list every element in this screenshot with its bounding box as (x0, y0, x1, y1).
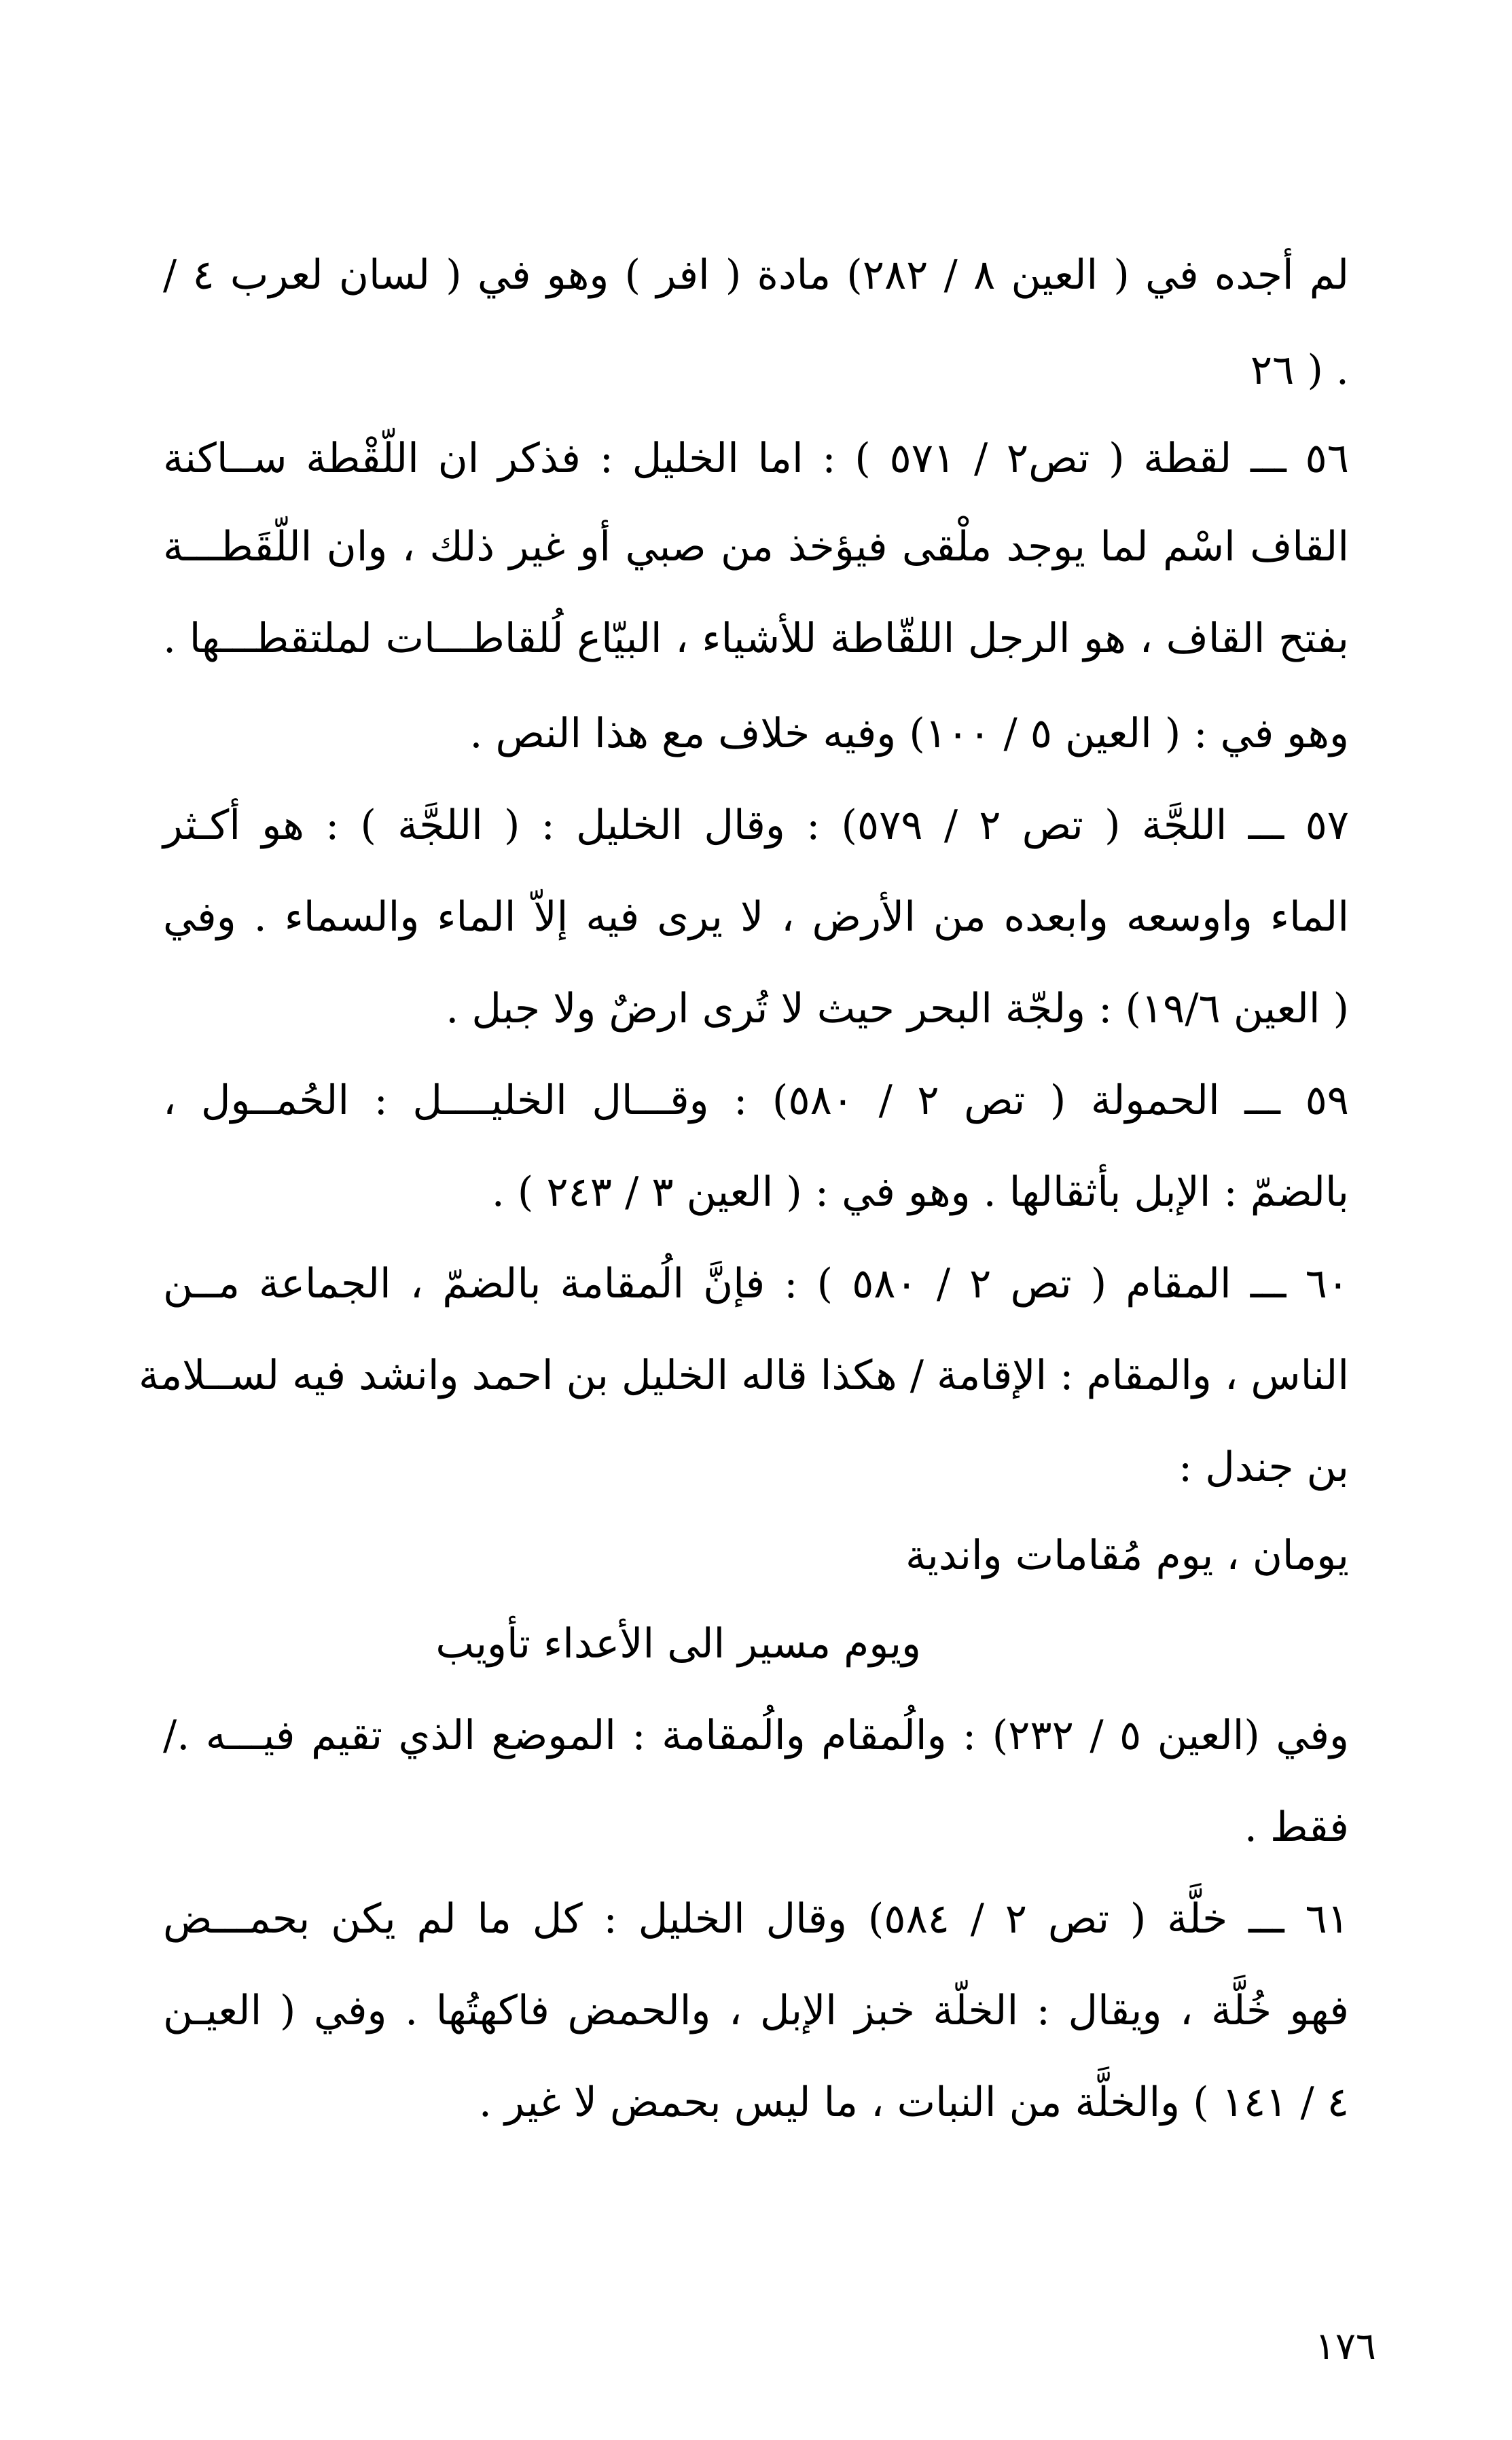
text-line: وهو في : ( العين ٥ / ١٠٠) وفيه خلاف مع هذا النص . (469, 710, 1349, 757)
text-line: الناس ، والمقام : الإقامة / هكذا قاله الخليل بن احمد وانشد فيه لســلامة (138, 1352, 1349, 1399)
text-line: ٤ / ١٤١ ) والخلَّة من النبات ، ما ليس بحمض لا غير . (478, 2079, 1349, 2126)
text-line: بفتح القاف ، هو الرجل اللقّاطة للأشياء ، البيّاع لُلقاطـــات لملتقطـــها . (163, 615, 1349, 662)
text-line: ٦٠ ـــ المقام ( تص ٢ / ٥٨٠ ) : فإنَّ الُمقامة بالضمّ ، الجماعة مــن (163, 1260, 1350, 1308)
verse-line-2: ويوم مسير الى الأعداء تأويب (435, 1620, 921, 1668)
page-number: ١٧٦ (1314, 2325, 1376, 2369)
text-line: ٥٦ ـــ لقطة ( تص٢ / ٥٧١ ) : اما الخليل : فذكر ان اللّقْطة ســاكنة (163, 435, 1349, 482)
verse-line-1: يومان ، يوم مُقامات واندية (905, 1532, 1349, 1579)
text-line: القاف اسْم لما يوجد ملْقى فيؤخذ من صبي أو غير ذلك ، وان اللّقَطـــة (163, 523, 1349, 571)
text-line: ( العين ١٩/٦) : ولجّة البحر حيث لا تُرى ارضٌ ولا جبل . (446, 985, 1349, 1033)
text-line: لم أجده في ( العين ٨ / ٢٨٢) مادة ( افر ) وهو في ( لسان لعرب ٤ / (163, 251, 1350, 299)
text-line: ٢٦ ) . (1250, 346, 1349, 394)
text-line: فهو خُلَّة ، ويقال : الخلّة خبز الإبل ، والحمض فاكهتُها . وفي ( العيـن (163, 1987, 1349, 2034)
text-line: ٥٧ ـــ اللجَّة ( تص ٢ / ٥٧٩) : وقال الخليل : ( اللجَّة ) : هو أكـثر (163, 802, 1350, 849)
text-line: ٦١ ـــ خلَّة ( تص ٢ / ٥٨٤) وقال الخليل : كل ما لم يكن بحمـــض (163, 1895, 1349, 1943)
text-line: ٥٩ ـــ الحمولة ( تص ٢ / ٥٨٠) : وقـــال الخليــــل : الحُمــول ، (163, 1077, 1350, 1124)
text-line: بالضمّ : الإبل بأثقالها . وهو في : ( العين ٣ / ٢٤٣ ) . (491, 1168, 1349, 1216)
text-line: بن جندل : (1178, 1443, 1349, 1491)
text-line: فقط . (1244, 1804, 1349, 1851)
text-line: الماء واوسعه وابعده من الأرض ، لا يرى فيه إلاّ الماء والسماء . وفي (163, 893, 1349, 941)
text-line: وفي (العين ٥ / ٢٣٢) : والُمقام والُمقامة : الموضع الذي تقيم فيـــه ./ (163, 1712, 1349, 1759)
